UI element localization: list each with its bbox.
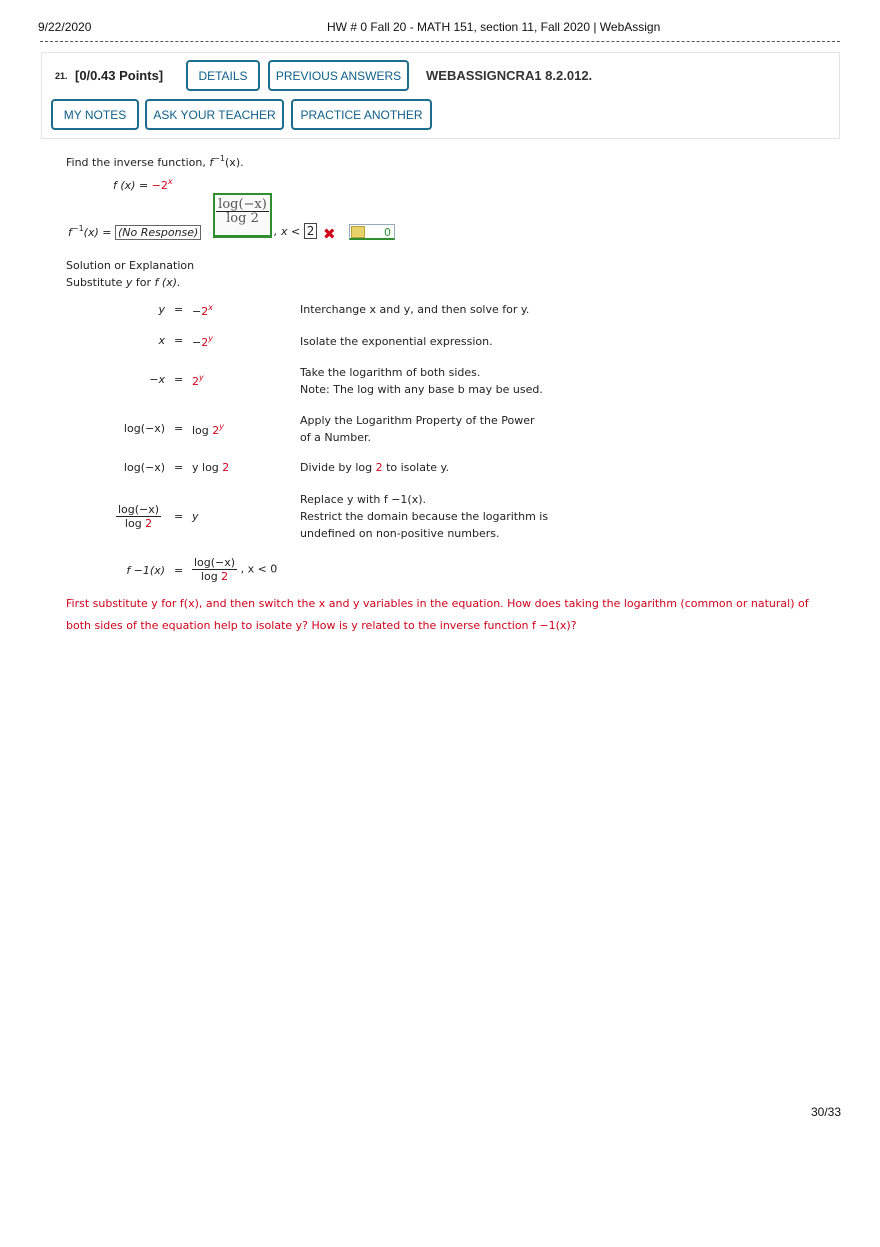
fx-value: −2	[151, 179, 168, 192]
solution-substitute	[66, 276, 181, 289]
question-id: WEBASSIGNCRA1 8.2.012.	[426, 68, 593, 83]
practice-another-button[interactable]: PRACTICE ANOTHER	[291, 99, 432, 130]
step4-rhs-a: log	[192, 424, 213, 437]
step6-eq: =	[174, 510, 184, 523]
step1-rhs-b: 2	[201, 305, 209, 318]
step7-domain: , x < 0	[240, 562, 278, 576]
key-icon	[351, 226, 365, 238]
correct-answer-fraction	[216, 198, 269, 225]
correct-denominator: log 2	[226, 211, 259, 226]
step1-desc: Interchange x and y, and then solve for y.	[300, 303, 530, 316]
step6-rhs: y	[192, 510, 199, 523]
step1-rhs-exp: x	[208, 303, 213, 312]
step5-eq: =	[174, 461, 184, 474]
step7-den-b: 2	[221, 570, 229, 583]
step5-rhs	[192, 461, 229, 474]
answer-underline	[213, 237, 272, 238]
step7-num: log(−x)	[194, 556, 236, 569]
step2-rhs-b: 2	[201, 336, 209, 349]
answer-lhs	[68, 224, 201, 239]
fx-label: f (x) =	[113, 179, 152, 192]
step6-num: log(−x)	[118, 503, 160, 516]
prompt-intro: Find the inverse function,	[66, 156, 206, 169]
question-points: [0/0.43 Points]	[75, 68, 164, 83]
page-number: 30/33	[811, 1105, 842, 1119]
domain-prefix: , x <	[274, 225, 304, 238]
step4-rhs-exp: y	[219, 422, 224, 431]
step6-desc-2: Restrict the domain because the logarithm is	[300, 510, 549, 523]
step1-rhs	[192, 303, 213, 318]
fx-exp: x	[167, 177, 173, 186]
step4-rhs	[192, 422, 224, 437]
step6-den-a: log	[124, 517, 146, 530]
prompt-f: f	[209, 156, 214, 169]
step3-rhs-exp: y	[199, 373, 204, 382]
step4-desc: Apply the Logarithm Property of the Power	[300, 414, 535, 427]
step6-den	[123, 517, 154, 530]
step3-lhs: −x	[149, 373, 165, 386]
step5-desc-c: to isolate y.	[382, 461, 449, 474]
print-date: 9/22/2020	[38, 20, 92, 34]
step2-lhs: x	[158, 334, 165, 347]
domain-value-field[interactable]: 2	[304, 223, 318, 239]
step6-desc: Replace y with f −1(x).	[300, 493, 427, 506]
answer-exp: −1	[71, 224, 84, 233]
step5-lhs: log(−x)	[123, 461, 165, 474]
step6-fraction	[116, 503, 161, 530]
question-number: 21.	[55, 71, 68, 81]
subst-y: y	[125, 276, 133, 289]
subst-fx: f (x).	[154, 276, 181, 289]
ask-teacher-button[interactable]: ASK YOUR TEACHER	[145, 99, 284, 130]
subst-mid: for	[132, 276, 155, 289]
correct-numerator: log(−x)	[218, 197, 267, 212]
solution-note-line1: First substitute y for f(x), and then switch the x and y variables in the equation. How does taking the logarithm (common or natural) of	[66, 597, 809, 610]
score-box	[349, 224, 395, 240]
step6-lhs	[116, 503, 161, 530]
correct-answer-box	[213, 193, 272, 237]
solution-note-line2: both sides of the equation help to isolate y? How is y related to the inverse function f −1(x)?	[66, 619, 577, 632]
red-x-icon: ✖	[323, 225, 336, 243]
score-value: 0	[384, 226, 391, 239]
step5-rhs-b: 2	[222, 461, 230, 474]
step7-lhs: f −1(x)	[126, 564, 165, 577]
step7-den	[199, 570, 230, 583]
step1-rhs-a: −	[192, 305, 202, 318]
answer-response-field[interactable]: (No Response)	[115, 225, 201, 240]
answer-arg: (x) =	[83, 226, 115, 239]
step6-den-b: 2	[145, 517, 153, 530]
previous-answers-button[interactable]: PREVIOUS ANSWERS	[268, 60, 409, 91]
step2-rhs-a: −	[192, 336, 202, 349]
step3-desc: Take the logarithm of both sides.	[300, 366, 481, 379]
prompt-inv-exp: −1	[213, 154, 226, 163]
step4-eq: =	[174, 422, 184, 435]
solution-heading: Solution or Explanation	[66, 259, 195, 272]
step3-eq: =	[174, 373, 184, 386]
step2-desc: Isolate the exponential expression.	[300, 335, 493, 348]
step2-rhs	[192, 334, 213, 349]
given-function	[113, 177, 173, 192]
step5-desc-a: Divide by log	[300, 461, 376, 474]
print-title: HW # 0 Fall 20 - MATH 151, section 11, Fall 2020 | WebAssign	[327, 20, 661, 34]
step3-rhs	[192, 373, 204, 388]
step7-fraction	[192, 556, 237, 583]
step1-eq: =	[174, 303, 184, 316]
step3-rhs-b: 2	[192, 375, 199, 388]
step4-lhs: log(−x)	[123, 422, 165, 435]
step7-eq: =	[174, 564, 184, 577]
step4-desc-2: of a Number.	[300, 431, 372, 444]
step2-rhs-exp: y	[208, 334, 213, 343]
prompt-x-arg: (x).	[225, 156, 244, 169]
step2-eq: =	[174, 334, 184, 347]
step6-desc-3: undefined on non-positive numbers.	[300, 527, 500, 540]
domain-answer	[274, 224, 317, 238]
step1-lhs: y	[158, 303, 165, 316]
step7-rhs	[192, 556, 277, 583]
subst-prefix: Substitute	[66, 276, 126, 289]
header-divider	[40, 41, 840, 42]
step5-desc	[300, 459, 449, 476]
step4-rhs-b: 2	[212, 424, 220, 437]
step5-rhs-a: y log	[192, 461, 223, 474]
step3-desc-note: Note: The log with any base b may be used.	[300, 383, 543, 396]
prompt-text	[66, 154, 244, 169]
my-notes-button[interactable]: MY NOTES	[51, 99, 139, 130]
answer-f: f	[68, 226, 72, 239]
step7-den-a: log	[200, 570, 222, 583]
details-button[interactable]: DETAILS	[186, 60, 260, 91]
step5-desc-b: 2	[375, 461, 383, 474]
